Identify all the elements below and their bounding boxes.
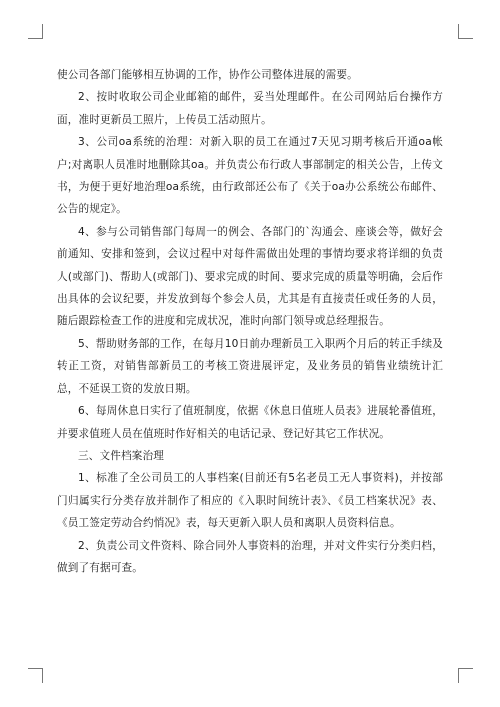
section-heading-archives: 三、文件档案治理 <box>78 449 164 462</box>
crop-mark-bottom-left <box>28 668 43 683</box>
paragraph-continuation: 使公司各部门能够相互协调的工作，协作公司整体进展的需要。 <box>57 69 358 81</box>
document-body <box>57 64 443 579</box>
paragraph-personnel-files: 1、标准了全公司员工的人事档案(目前还有5名老员工无人事资料)，并按部门归属实行分类存放并制作了相应的《入职时间统计表》、《员工档案状况》表、《员工签定劳动合约悄况》表，每天更新入职人员和离职人员资料信息。 <box>57 472 443 530</box>
crop-mark-top-right <box>458 24 473 39</box>
paragraph-duty-schedule: 6、每周休息日实行了值班制度，依据《休息日值班人员表》进展轮番值班，并要求值班人员在值班时作好相关的电话记录、登记好其它工作状况。 <box>57 405 443 440</box>
crop-mark-top-left <box>28 24 43 39</box>
paragraph-finance: 5、帮助财务部的工作，在每月10日前办理新员工入职两个月后的转正手续及转正工资，对销售部新员工的考核工资进展评定，及业务员的销售业绩统计汇总，不延误工资的发放日期。 <box>57 337 443 395</box>
crop-mark-bottom-right <box>458 668 473 683</box>
paragraph-document-filing: 2、负责公司文件资料、除合同外人事资料的治理，并对文件实行分类归档，做到了有据可查。 <box>57 539 443 574</box>
paragraph-meetings: 4、参与公司销售部门每周一的例会、各部门的`沟通会、座谈会等，做好会前通知、安排和签到，会议过程中对每件需做出处理的事情均要求将详细的负责人(或部门)、帮助人(或部门)、要求完成的时间、要求完成的质量等明确，会后作出具体的会议纪要，并发放到每个参会人员，尤其是有直接责任或任务的人员，随后跟踪检查工作的进度和完成状况，准时向部门领导或总经理报告。 <box>57 225 443 328</box>
paragraph-email: 2、按时收取公司企业邮箱的邮件，妥当处理邮件。在公司网站后台操作方面，准时更新员工照片，上传员工活动照片。 <box>57 91 443 126</box>
paragraph-oa-system: 3、公司oa系统的治理：对新入职的员工在通过7天见习期考核后开通oa帐户;对离职人员准时地删除其oa。并负责公布行政人事部制定的相关公告，上传文书，为便于更好地治理oa系统，由行政部还公布了《关于oa办公系统公布邮件、公告的规定》。 <box>57 136 443 216</box>
